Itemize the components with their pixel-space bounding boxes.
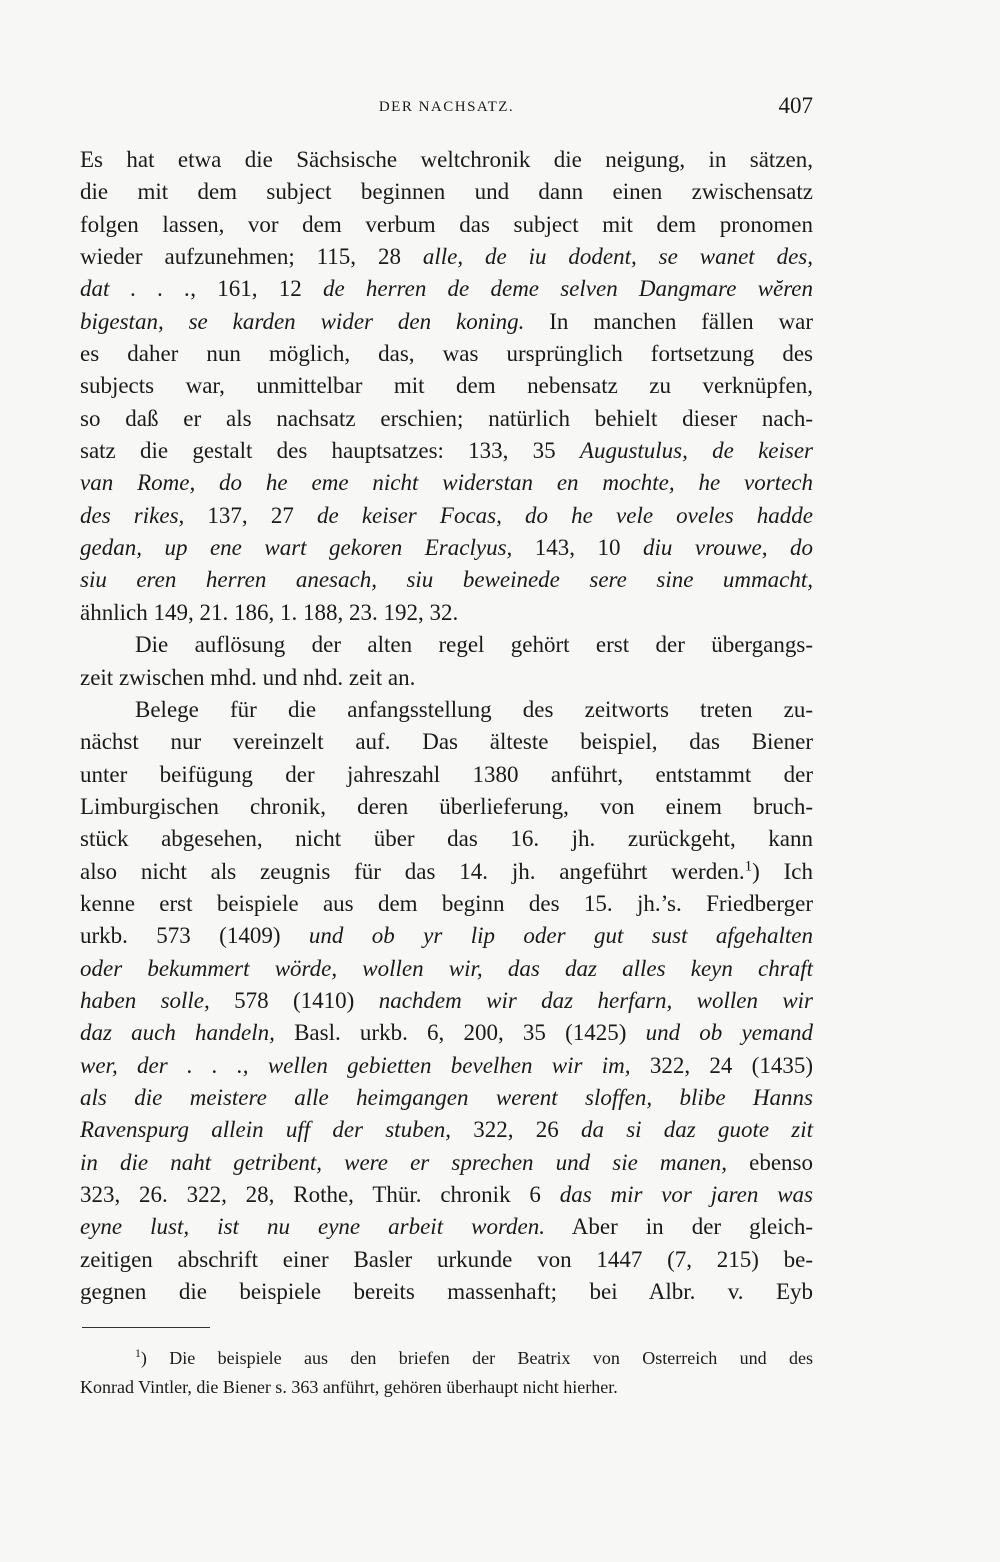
text-segment: Die auflösung der alten regel gehört erst der übergangs- — [135, 632, 813, 658]
text-segment: zeitigen abschrift einer Basler urkunde von 1447 (7, 215) be- — [80, 1246, 813, 1272]
text-segment: Limburgischen chronik, deren überlieferung, von einem bruch- — [80, 793, 813, 819]
text-line — [80, 985, 813, 1017]
text-segment: Belege für die anfangsstellung des zeitworts treten zu- — [135, 696, 813, 722]
text-segment: ähnlich 149, 21. 186, 1. 188, 23. 192, 32. — [80, 599, 459, 625]
text-segment: also nicht als zeugnis für das 14. jh. angeführt werden. — [80, 858, 745, 884]
text-line — [80, 1050, 813, 1082]
text-segment: nächst nur vereinzelt auf. Das älteste beispiel, das Biener — [80, 729, 813, 755]
text-line — [80, 435, 813, 467]
text-line — [80, 1082, 813, 1114]
text-line — [80, 1244, 813, 1276]
main-text — [80, 144, 813, 1308]
text-line — [80, 1211, 813, 1243]
text-line — [80, 403, 813, 435]
text-segment: 143, 10 — [512, 535, 644, 561]
text-line — [80, 370, 813, 402]
italic-quotation: alle, de iu dodent, se wanet des, — [422, 244, 813, 270]
text-segment: subjects war, unmittelbar mit dem nebensatz zu verknüpfen, — [80, 373, 813, 399]
footnote-line — [80, 1344, 813, 1373]
italic-quotation: bigestan, se karden wider den koning. — [80, 308, 525, 334]
text-line — [80, 597, 813, 629]
text-line — [80, 1276, 813, 1308]
italic-quotation: dat . . . — [80, 276, 191, 302]
text-line — [80, 791, 813, 823]
italic-quotation: nachdem wir daz herfarn, wollen wir — [378, 987, 813, 1013]
text-segment: , 161, 12 — [190, 276, 323, 302]
italic-quotation: in die naht getribent, were er sprechen und sie manen, — [80, 1149, 727, 1175]
text-line — [80, 920, 813, 952]
text-line — [80, 306, 813, 338]
text-line — [80, 532, 813, 564]
text-segment: so daß er als nachsatz erschien; natürlich behielt dieser nach- — [80, 405, 813, 431]
text-segment: Basl. urkb. 6, 200, 35 (1425) — [274, 1020, 646, 1046]
italic-quotation: und ob yemand — [645, 1020, 813, 1046]
italic-quotation: gedan, up ene wart gekoren Eraclyus, — [80, 535, 513, 561]
text-segment: wieder aufzunehmen; 115, 28 — [80, 244, 423, 270]
footnotes — [80, 1344, 813, 1402]
text-segment: zeit zwischen mhd. und nhd. zeit an. — [80, 664, 416, 690]
footnote-marker: 1 — [135, 1347, 141, 1360]
text-line — [80, 662, 813, 694]
text-line — [80, 759, 813, 791]
text-line — [80, 726, 813, 758]
italic-quotation: diu vrouwe, do — [643, 535, 814, 561]
text-line — [80, 856, 813, 888]
running-head — [80, 93, 813, 127]
footnote-line — [80, 1373, 813, 1402]
text-line — [80, 1114, 813, 1146]
italic-quotation: siu eren herren anesach, siu beweinede sere sine ummacht, — [80, 567, 813, 593]
italic-quotation: de herren de deme selven Dangmare wĕren — [322, 276, 814, 302]
text-line — [80, 1179, 813, 1211]
text-segment: Es hat etwa die Sächsische weltchronik die neigung, in sätzen, — [80, 147, 813, 172]
text-line — [80, 694, 813, 726]
italic-quotation: van Rome, do he eme nicht widerstan en mochte, he vortech — [80, 470, 813, 496]
text-segment: 322, 26 — [451, 1117, 581, 1143]
text-segment: Konrad Vintler, die Biener s. 363 anführt, gehören überhaupt nicht hierher. — [80, 1377, 618, 1397]
footnote-marker: 1 — [744, 857, 753, 874]
italic-quotation: das mir vor jaren was — [559, 1182, 813, 1207]
text-segment: unter beifügung der jahreszahl 1380 anführt, entstammt der — [80, 761, 813, 787]
text-segment: ) Die beispiele aus den briefen der Beatrix von Osterreich und des — [140, 1348, 813, 1368]
text-segment: 323, 26. 322, 28, Rothe, Thür. chronik 6 — [80, 1182, 560, 1207]
text-line — [80, 467, 813, 499]
text-line — [80, 209, 813, 241]
italic-quotation: wer, der . . ., wellen gebietten bevelhen wir im, — [80, 1052, 631, 1078]
text-segment: Aber in der gleich- — [545, 1214, 813, 1240]
italic-quotation: Ravenspurg allein uff der stuben, — [80, 1117, 452, 1143]
text-line — [80, 564, 813, 596]
text-line — [80, 888, 813, 920]
text-line — [80, 500, 813, 532]
text-segment: kenne erst beispiele aus dem beginn des 15. jh.’s. Friedberger — [80, 890, 813, 916]
text-segment: die mit dem subject beginnen und dann einen zwischensatz — [80, 179, 813, 205]
text-segment: urkb. 573 (1409) — [80, 923, 309, 949]
text-segment: 137, 27 — [184, 502, 317, 528]
text-segment: folgen lassen, vor dem verbum das subject mit dem pronomen — [80, 211, 813, 237]
italic-quotation: des rikes, — [80, 502, 185, 528]
text-segment: satz die gestalt des hauptsatzes: 133, 35 — [80, 438, 580, 464]
text-line — [80, 176, 813, 208]
italic-quotation: de keiser Focas, do he vele oveles hadde — [316, 502, 814, 528]
text-line — [80, 953, 813, 985]
italic-quotation: haben solle, — [80, 987, 210, 1013]
text-line — [80, 1147, 813, 1179]
text-segment: ) Ich — [752, 858, 813, 884]
text-segment: stück abgesehen, nicht über das 16. jh. zurückgeht, kann — [80, 826, 813, 852]
text-segment: ebenso — [727, 1149, 813, 1175]
text-line — [80, 823, 813, 855]
text-line — [80, 273, 813, 305]
italic-quotation: oder bekummert wörde, wollen wir, das daz alles keyn chraft — [80, 955, 813, 981]
italic-quotation: als die meistere alle heimgangen werent sloffen, blibe Hanns — [80, 1084, 813, 1110]
text-segment: gegnen die beispiele bereits massenhaft; bei Albr. v. Eyb — [80, 1279, 813, 1305]
text-segment: 322, 24 (1435) — [630, 1052, 813, 1078]
footnote-divider — [82, 1327, 210, 1328]
text-line — [80, 629, 813, 661]
running-title: DER NACHSATZ. — [378, 99, 515, 115]
italic-quotation: und ob yr lip oder gut sust afgehalten — [308, 923, 813, 949]
italic-quotation: eyne lust, ist nu eyne arbeit worden. — [80, 1214, 546, 1240]
italic-quotation: daz auch handeln, — [80, 1020, 275, 1046]
text-line — [80, 144, 813, 176]
italic-quotation: Augustulus, de keiser — [579, 438, 813, 464]
text-segment: es daher nun möglich, das, was ursprünglich fortsetzung des — [80, 341, 813, 367]
text-line — [80, 338, 813, 370]
text-segment: 578 (1410) — [209, 987, 379, 1013]
text-line — [80, 1017, 813, 1049]
page-number: 407 — [778, 93, 813, 118]
text-line — [80, 241, 813, 273]
text-segment: In manchen fällen war — [524, 308, 814, 334]
book-page — [80, 0, 813, 1562]
italic-quotation: da si daz guote zit — [580, 1117, 814, 1143]
